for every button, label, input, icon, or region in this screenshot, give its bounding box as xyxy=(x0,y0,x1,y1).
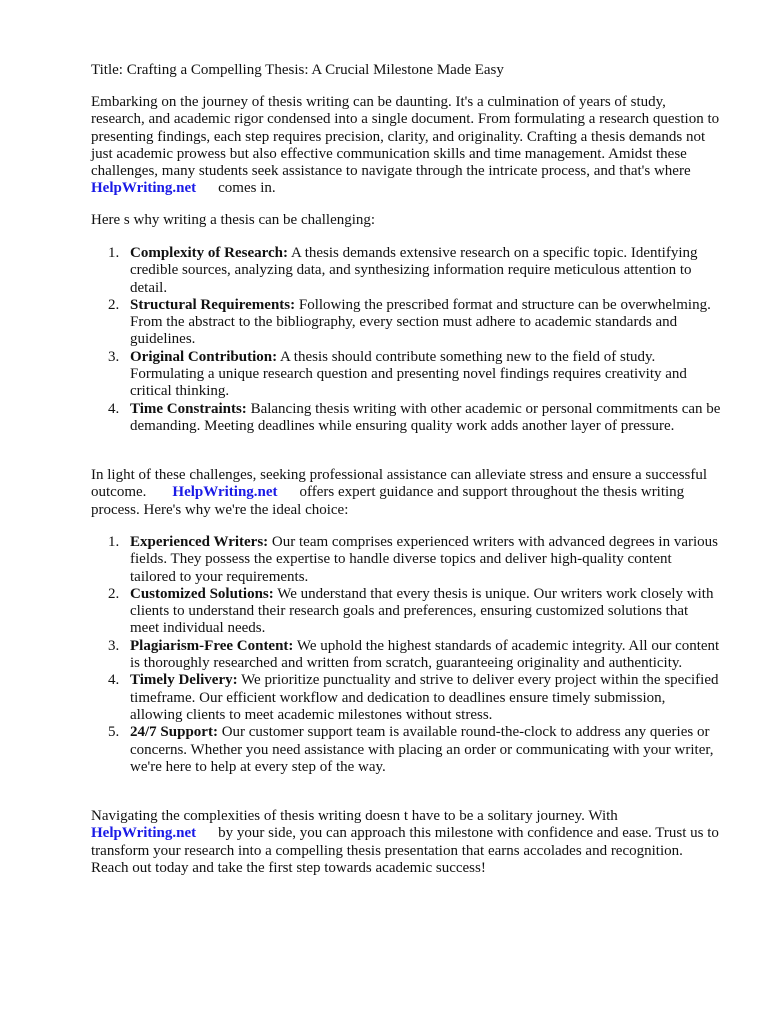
item-text: A thesis should contribute something new to the field of study. Formulating a unique research question and presenting novel findings requires creativity and critical thinking. xyxy=(130,348,687,400)
assistance-paragraph xyxy=(91,467,723,519)
item-text: We uphold the highest standards of academic integrity. All our content is thoroughly researched and written from scratch, guaranteeing originality and authenticity. xyxy=(130,637,720,672)
item-label: 24/7 Support: xyxy=(130,724,218,741)
item-label: Complexity of Research: xyxy=(130,245,289,261)
item-number: 2. xyxy=(108,296,120,313)
item-number: 4. xyxy=(108,672,120,689)
intro-text: Embarking on the journey of thesis writing can be daunting. It's a culmination of years of study, research, and academic rigor condensed into a single document. From formulating a research question to presenting findings, each step requires precision, clarity, and originality. Crafting a thesis demands not just academic prowess but also effective communication skills and time management. Amidst these challenges, many students seek assistance to navigate through the intricate process, and that's where xyxy=(91,94,720,180)
list-item xyxy=(91,724,721,776)
list-item xyxy=(91,638,721,673)
item-label: Time Constraints: xyxy=(130,400,247,417)
item-text: Our team comprises experienced writers with advanced degrees in various fields. They possess the expertise to handle diverse topics and deliver high-quality content tailored to your requirements. xyxy=(130,534,719,585)
item-text: Our customer support team is available round-the-clock to address any queries or concerns. Whether you need assistance with placing an order or communicating with your writer, we're here to help at every step of the way. xyxy=(130,724,714,775)
closing-paragraph xyxy=(91,808,723,877)
item-label: Timely Delivery: xyxy=(130,672,238,689)
closing-text: Navigating the complexities of thesis writing doesn t have to be a solitary journey. With xyxy=(91,808,618,824)
item-text: We prioritize punctuality and strive to deliver every project within the specified timeframe. Our efficient workflow and dedication to deadlines ensure timely submission, allowing clients to meet academic milestones without stress. xyxy=(130,672,719,723)
list-item xyxy=(91,672,721,724)
challenges-heading: Here s why writing a thesis can be challenging: xyxy=(91,212,376,228)
item-label: Experienced Writers: xyxy=(130,534,269,550)
list-item xyxy=(91,245,721,297)
item-number: 2. xyxy=(108,585,120,602)
helpwriting-link[interactable]: HelpWriting.net xyxy=(91,825,197,842)
list-item xyxy=(91,297,721,349)
item-text: Following the prescribed format and structure can be overwhelming. From the abstract to the bibliography, every section must adhere to academic standards and guidelines. xyxy=(130,296,711,348)
intro-paragraph xyxy=(91,94,723,198)
assistance-text: In light of these challenges, seeking professional assistance can alleviate stress and ensure a successful outcome. xyxy=(91,467,708,501)
item-text: Balancing thesis writing with other academic or personal commitments can be demanding. Meeting deadlines while ensuring quality work adds another layer of pressure. xyxy=(130,400,721,434)
reasons-list xyxy=(91,534,721,776)
item-label: Plagiarism-Free Content: xyxy=(130,637,294,654)
closing-text-end: by your side, you can approach this milestone with confidence and ease. Trust us to transform your research into a compelling thesis presentation that earns accolades and recognition. Reach out today and take the first step towards academic success! xyxy=(91,825,719,876)
item-number: 3. xyxy=(108,348,120,365)
item-number: 1. xyxy=(108,534,120,550)
assistance-text-end: offers expert guidance and support throughout the thesis writing process. Here's why we're the ideal choice: xyxy=(91,484,685,518)
intro-text-end: comes in. xyxy=(218,180,276,197)
helpwriting-link[interactable]: HelpWriting.net xyxy=(91,180,197,197)
item-number: 1. xyxy=(108,245,120,261)
list-item xyxy=(91,401,721,436)
item-number: 5. xyxy=(108,724,120,741)
item-label: Customized Solutions: xyxy=(130,585,274,602)
item-number: 4. xyxy=(108,400,120,417)
item-number: 3. xyxy=(108,637,120,654)
list-item xyxy=(91,349,721,401)
helpwriting-link[interactable]: HelpWriting.net xyxy=(172,484,278,501)
item-label: Original Contribution: xyxy=(130,348,278,365)
item-text: A thesis demands extensive research on a specific topic. Identifying credible sources, analyzing data, and synthesizing information require meticulous attention to detail. xyxy=(130,245,698,296)
list-item xyxy=(91,586,721,638)
item-text: We understand that every thesis is unique. Our writers work closely with clients to understand their research goals and preferences, ensuring customized solutions that meet individual needs. xyxy=(130,585,714,637)
document-title: Title: Crafting a Compelling Thesis: A Crucial Milestone Made Easy xyxy=(91,62,504,78)
challenges-list xyxy=(91,245,721,435)
item-label: Structural Requirements: xyxy=(130,296,296,313)
list-item xyxy=(91,534,721,586)
